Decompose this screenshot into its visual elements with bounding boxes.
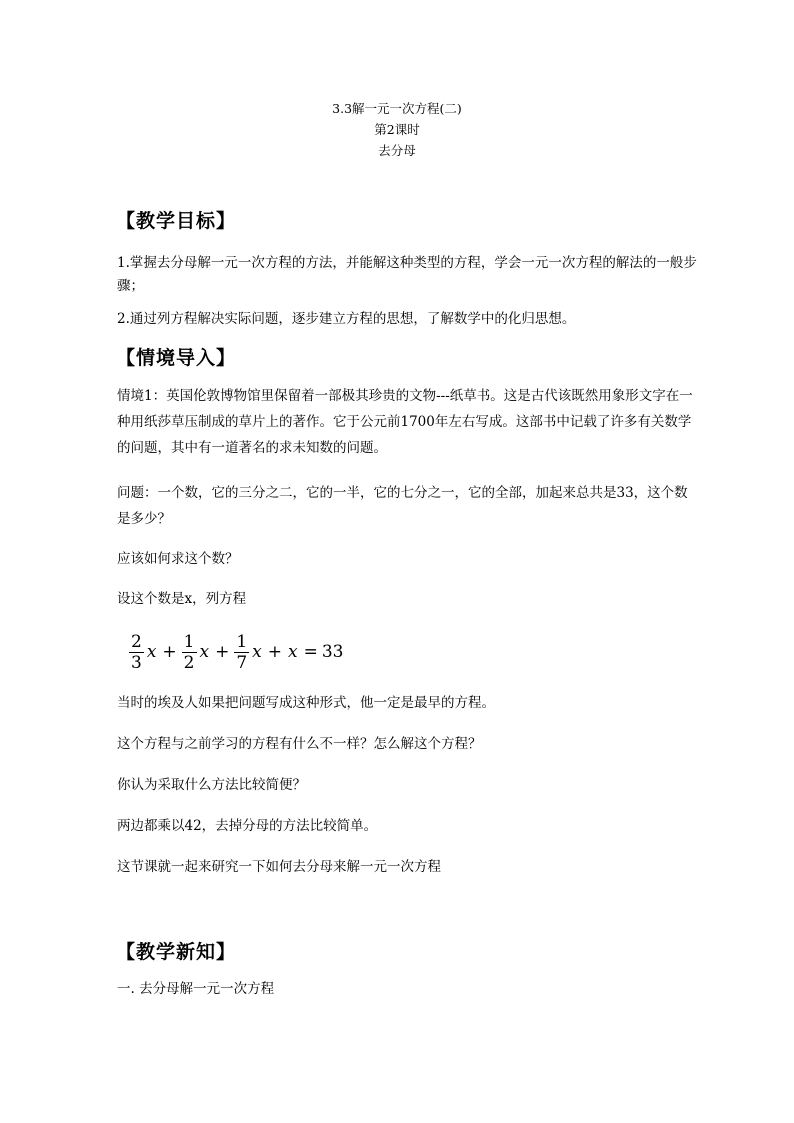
- objective-item-1: 1.掌握去分母解一元一次方程的方法，并能解这种类型的方程，学会一元一次方程的解法的一般步骤；: [117, 255, 697, 294]
- intro-prompt: 应该如何求这个数？: [117, 551, 239, 567]
- variable-x: x: [252, 642, 262, 662]
- heading-intro: 【情境导入】: [116, 347, 237, 369]
- title-block: [0, 98, 794, 161]
- variable-x: x: [146, 642, 157, 662]
- fraction-denominator: 7: [236, 652, 248, 673]
- plus-sign: +: [215, 642, 230, 662]
- objective-item-2: 2.通过列方程解决实际问题，逐步建立方程的思想，了解数学中的化归思想。: [117, 311, 576, 327]
- intro-setup: 设这个数是x，列方程: [117, 591, 247, 607]
- heading-new-knowledge: 【教学新知】: [116, 941, 237, 963]
- intro-paragraph-6: 这个方程与之前学习的方程有什么不一样？怎么解这个方程？: [117, 736, 482, 752]
- equation-rhs: 33: [321, 642, 344, 662]
- intro-paragraph-9: 这节课就一起来研究一下如何去分母来解一元一次方程: [117, 859, 441, 875]
- intro-question: 问题：一个数，它的三分之二，它的一半，它的七分之一，它的全部，加起来总共是33，这个数是多少？: [117, 485, 688, 527]
- fraction-denominator: 3: [131, 652, 142, 673]
- fraction-one-half: [182, 632, 197, 673]
- equals-sign: =: [303, 642, 318, 662]
- fraction-numerator: 1: [236, 631, 248, 652]
- intro-paragraph-1: 情境1：英国伦敦博物馆里保留着一部极其珍贵的文物---纸草书。这是古代该既然用象形文字在一种用纸莎草压制成的草片上的著作。它于公元前1700年左右写成。这部书中记载了许多有关数学的问题，其中有一道著名的求未知数的问题。: [117, 388, 693, 456]
- variable-x: x: [288, 642, 298, 662]
- intro-paragraph-7: 你认为采取什么方法比较简便？: [117, 777, 306, 793]
- plus-sign: +: [267, 642, 283, 662]
- doc-lesson: 第2课时: [374, 122, 420, 137]
- fraction-denominator: 2: [183, 652, 195, 673]
- doc-title: 3.3解一元一次方程(二): [332, 101, 462, 116]
- intro-paragraph-5: 当时的埃及人如果把问题写成这种形式，他一定是最早的方程。: [117, 695, 495, 711]
- heading-objectives: 【教学目标】: [116, 210, 237, 232]
- fraction-two-thirds: [129, 632, 144, 673]
- fraction-one-seventh: [234, 632, 249, 673]
- variable-x: x: [199, 642, 210, 662]
- new-knowledge-item-1: 一. 去分母解一元一次方程: [117, 981, 275, 997]
- intro-paragraph-8: 两边都乘以42，去掉分母的方法比较简单。: [117, 818, 378, 834]
- fraction-numerator: 2: [131, 631, 142, 652]
- equation: [128, 630, 344, 674]
- doc-subtitle: 去分母: [378, 143, 416, 158]
- fraction-numerator: 1: [183, 631, 195, 652]
- plus-sign: +: [162, 642, 177, 662]
